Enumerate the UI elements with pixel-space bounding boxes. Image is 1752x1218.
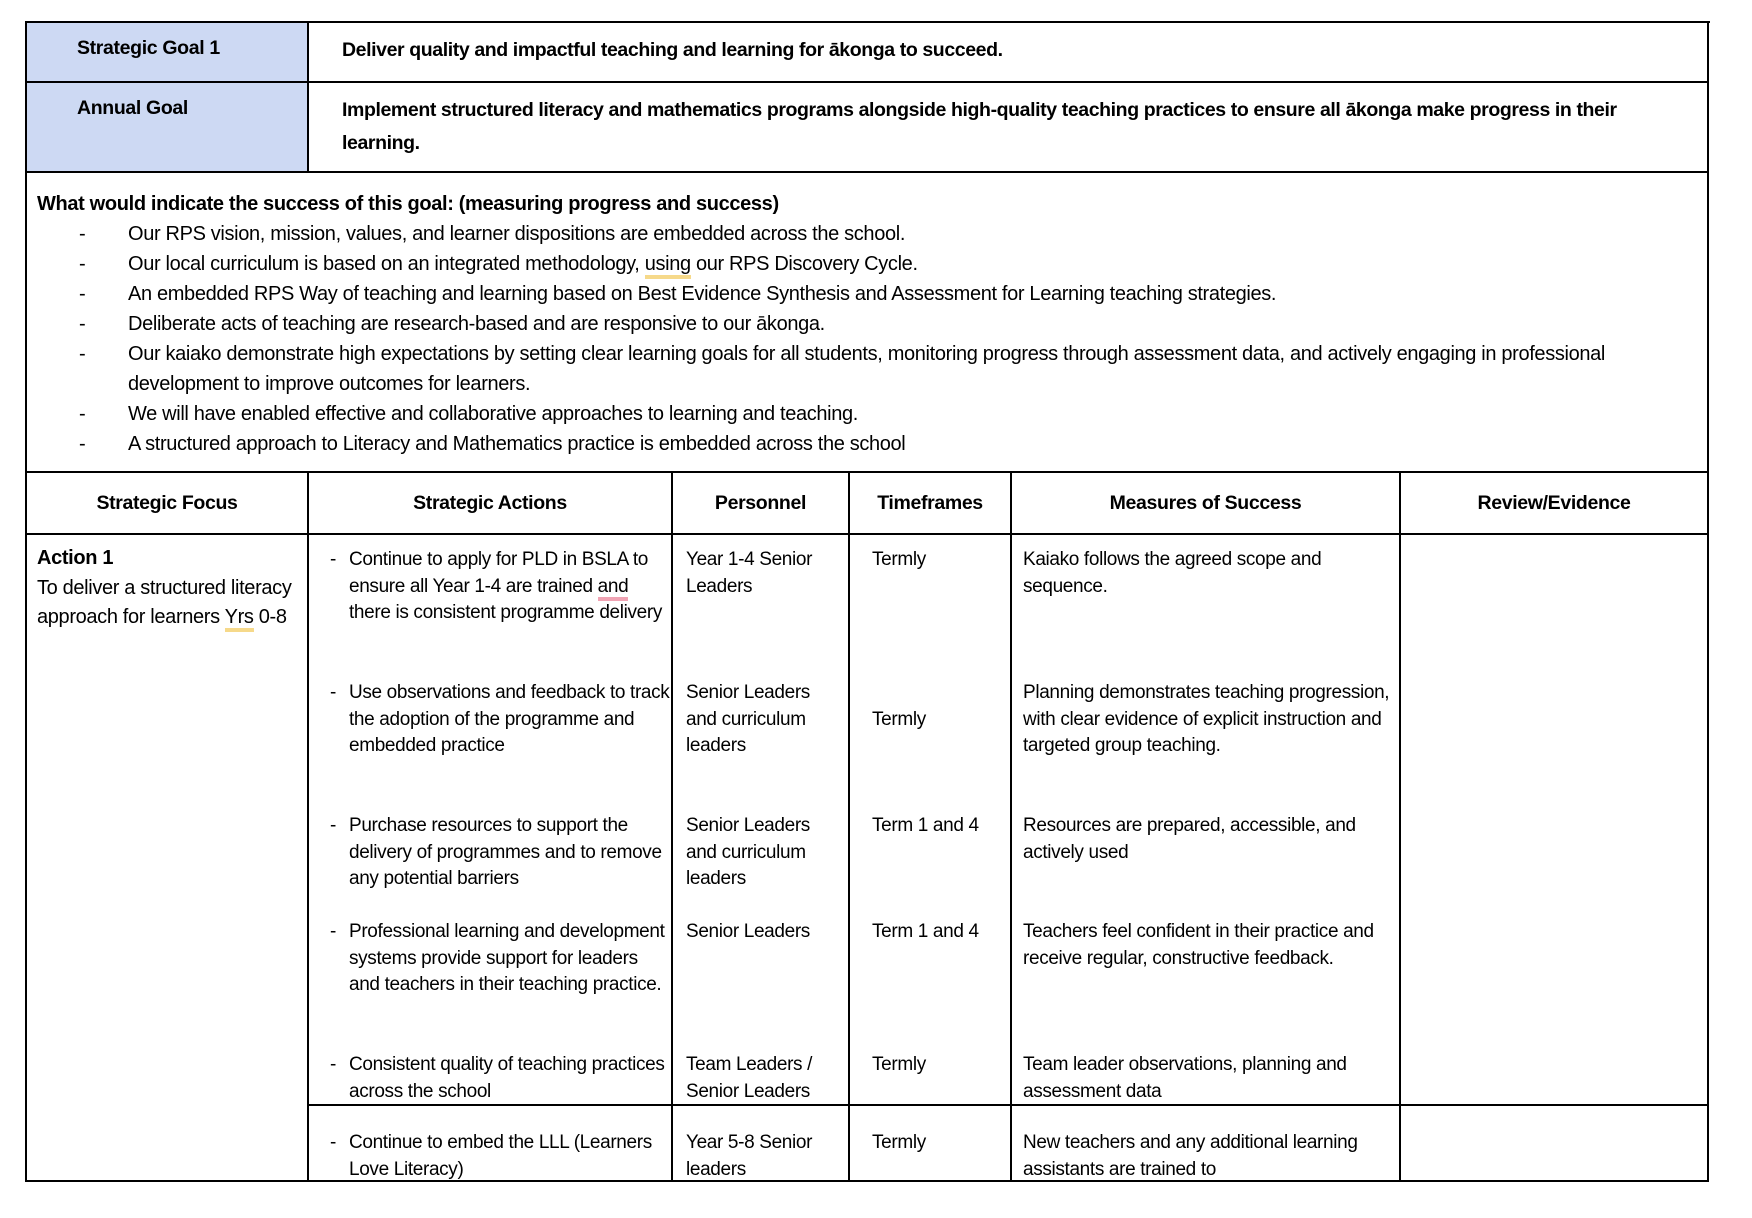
personnel-cell: Year 1-4 Senior Leaders: [686, 549, 813, 597]
col-divider-timeframes: [848, 471, 850, 1182]
header-row-bottom: [25, 533, 1709, 535]
success-item: [37, 309, 1702, 339]
measure-cell: New teachers and any additional learning assistants are trained to: [1023, 1132, 1358, 1180]
timeframe-cell: Termly: [872, 549, 926, 570]
success-item: [37, 249, 1702, 279]
strategic-action-item: [330, 919, 670, 999]
annual-goal-text: Implement structured literacy and mathematics programs alongside high-quality teaching practices to ensure all ākonga make progress in their learning.: [342, 99, 1617, 154]
bullet-dash: -: [79, 253, 86, 275]
strategic-focus-cell: [37, 544, 297, 633]
personnel-cell: Senior Leaders and curriculum leaders: [686, 815, 810, 889]
header-personnel: Personnel: [714, 491, 807, 514]
action-text: Continue to apply for PLD in BSLA to ensure all Year 1-4 are trained: [349, 549, 648, 597]
border-left: [25, 21, 27, 1182]
action-text: there is consistent programme delivery: [349, 602, 663, 623]
success-item: [37, 339, 1702, 399]
strategic-action-item: [330, 1130, 670, 1183]
bullet-dash: -: [79, 343, 86, 365]
timeframe-cell: Termly: [872, 1054, 926, 1075]
bullet-dash: -: [330, 1132, 336, 1153]
strategic-action-text: Continue to embed the LLL (Learners Love Literacy): [349, 1132, 652, 1180]
col-divider-actions: [307, 471, 309, 1182]
border-top: [25, 21, 1710, 23]
success-heading: What would indicate the success of this goal: (measuring progress and success): [37, 193, 779, 215]
bullet-dash: -: [79, 403, 86, 425]
action-description: [37, 574, 297, 633]
bullet-dash: -: [330, 815, 336, 836]
annual-goal-label: Annual Goal: [77, 97, 188, 119]
strategic-action-text: Use observations and feedback to track the adoption of the programme and embedded practice: [349, 682, 670, 756]
border-bottom: [25, 1180, 1709, 1182]
goal-row-divider: [25, 81, 1709, 83]
success-item-text: our RPS Discovery Cycle.: [690, 253, 918, 275]
success-section: [37, 189, 1702, 459]
header-review-evidence: Review/Evidence: [1477, 491, 1631, 514]
bullet-dash: -: [79, 433, 86, 455]
success-item-text: Our kaiako demonstrate high expectations by setting clear learning goals for all students, monitoring progress through assessment data, and actively engaging in professional development to improve outcomes for learners.: [128, 343, 1606, 395]
col-divider-measures: [1010, 471, 1012, 1182]
header-strategic-actions: Strategic Actions: [413, 491, 567, 514]
strategic-action-item: [330, 813, 670, 893]
action-description-text: 0-8: [253, 606, 287, 628]
col-divider-personnel: [671, 471, 673, 1182]
personnel-cell: Year 5-8 Senior leaders: [686, 1132, 813, 1180]
plan-table-top: [25, 471, 1709, 473]
measure-cell: Resources are prepared, accessible, and actively used: [1023, 815, 1356, 863]
spellcheck-flagged-word[interactable]: using: [645, 253, 691, 279]
success-item: [37, 399, 1702, 429]
bullet-dash: -: [330, 549, 336, 570]
strategic-action-text: Consistent quality of teaching practices across the school: [349, 1054, 665, 1102]
timeframe-cell: Term 1 and 4: [872, 815, 979, 836]
personnel-cell: Team Leaders / Senior Leaders: [686, 1054, 813, 1102]
timeframe-cell: Termly: [872, 1132, 926, 1153]
grammar-flagged-word[interactable]: and: [598, 576, 629, 601]
goal-label-divider: [307, 21, 309, 172]
col-divider-review: [1399, 471, 1401, 1182]
measure-cell: Team leader observations, planning and assessment data: [1023, 1054, 1347, 1102]
success-item: [37, 279, 1702, 309]
bullet-dash: -: [79, 283, 86, 305]
strategic-action-item: [330, 547, 670, 627]
row-divider: [307, 1104, 1709, 1106]
success-item-text: Our RPS vision, mission, values, and learner dispositions are embedded across the school.: [128, 223, 906, 245]
timeframe-cell: Term 1 and 4: [872, 921, 979, 942]
header-measures-of-success: Measures of Success: [1109, 491, 1302, 514]
success-item-text: Our local curriculum is based on an integrated methodology,: [128, 253, 645, 275]
border-right: [1707, 21, 1709, 1182]
timeframe-cell: Termly: [872, 709, 926, 730]
bullet-dash: -: [330, 682, 336, 703]
strategic-action-text: Professional learning and development systems provide support for leaders and teachers in their teaching practice.: [349, 921, 665, 995]
personnel-cell: Senior Leaders: [686, 921, 810, 942]
action-title: Action 1: [37, 547, 114, 569]
success-list: [37, 219, 1702, 459]
strategic-action-text: [330, 547, 670, 627]
bullet-dash: -: [330, 1054, 336, 1075]
goal-table-bottom: [25, 171, 1709, 173]
header-strategic-focus: Strategic Focus: [96, 491, 238, 514]
measure-cell: Teachers feel confident in their practice and receive regular, constructive feedback.: [1023, 921, 1374, 969]
measure-cell: Planning demonstrates teaching progression, with clear evidence of explicit instruction and targeted group teaching.: [1023, 682, 1390, 756]
strategic-goal-text: Deliver quality and impactful teaching and learning for ākonga to succeed.: [342, 39, 1003, 61]
success-item: [37, 219, 1702, 249]
header-timeframes: Timeframes: [877, 491, 983, 514]
success-item-text: A structured approach to Literacy and Mathematics practice is embedded across the school: [128, 433, 906, 455]
strategic-action-text: Purchase resources to support the delivery of programmes and to remove any potential barriers: [349, 815, 662, 889]
strategic-action-item: [330, 680, 670, 760]
success-item-text: An embedded RPS Way of teaching and learning based on Best Evidence Synthesis and Assessment for Learning teaching strategies.: [128, 283, 1277, 305]
bullet-dash: -: [330, 921, 336, 942]
action-description-text: To deliver a structured literacy approach for learners: [37, 576, 292, 628]
measure-cell: Kaiako follows the agreed scope and sequence.: [1023, 549, 1322, 597]
bullet-dash: -: [79, 223, 86, 245]
success-item-text: We will have enabled effective and collaborative approaches to learning and teaching.: [128, 403, 859, 425]
strategic-goal-label: Strategic Goal 1: [77, 37, 220, 59]
personnel-cell: Senior Leaders and curriculum leaders: [686, 682, 810, 756]
strategic-action-item: [330, 1052, 670, 1105]
spellcheck-flagged-word[interactable]: Yrs: [225, 606, 254, 632]
bullet-dash: -: [79, 313, 86, 335]
success-item-text: Deliberate acts of teaching are research-based and are responsive to our ākonga.: [128, 313, 825, 335]
success-item: [37, 429, 1702, 459]
